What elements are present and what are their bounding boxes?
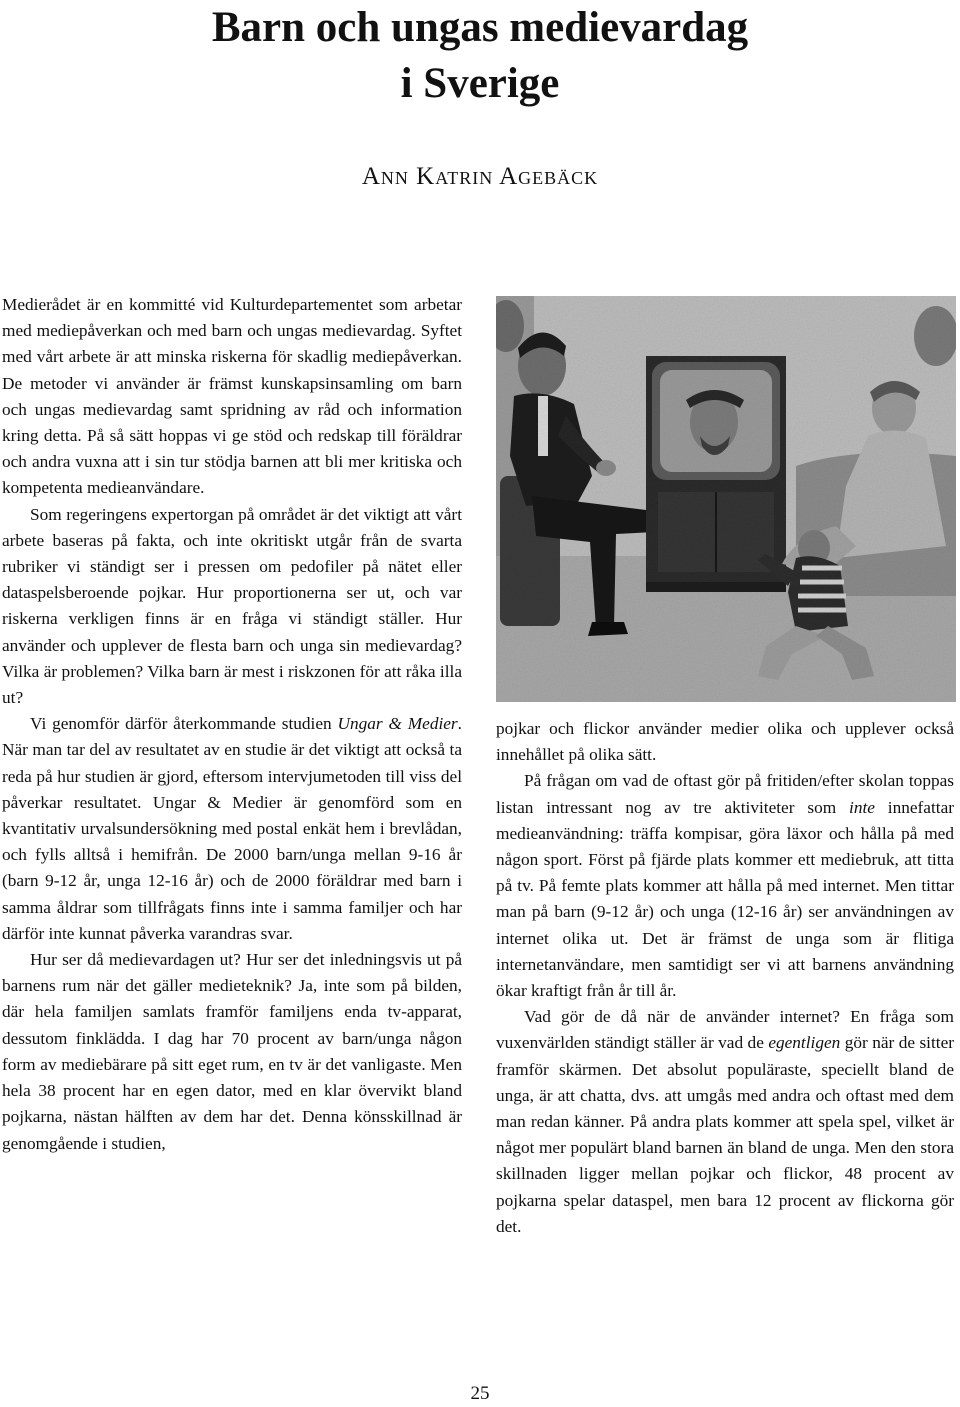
egentligen-emphasis: egentligen [768,1033,841,1053]
inte-emphasis: inte [849,797,875,817]
left-paragraph-3-text-b: . När man tar del av resultatet av en studie är det viktigt att också ta reda på hur studien är gjord, eftersom intervjumetoden till viss del påverkar resultatet. Ungar & Medier är genomförd som en kvantitativ urvalsundersökning med postal enkät hem i brevlådan, och fylls alltså i hemifrån. De 2000 barn/unga mellan 9-16 år (barn 9-12 år, unga 12-16 år) och de 2000 föräldrar med barn i samma åldrar som tillfrågats finns inte i samma familjer och har därför inte kunnat påverka varandras svar. [2,714,462,943]
title-line-1: Barn och ungas medievardag [211,4,749,51]
photo-illustration [496,296,956,702]
left-paragraph-2: Som regeringens expertorgan på området är det viktigt att vårt arbete baseras på fakta, och inte okritiskt utgår från de svarta rubriker vi ständigt ser i pressen om pedofiler på nätet eller dataspelsberoende pojkar. Hur proportionerna ser ut, och var riskerna verkligen finns är en fråga vi ständigt ställer. Hur använder och upplever de flesta barn och unga sin medievardag? Vilka är problemen? Vilka barn är mest i riskzonen för att råka illa ut? [2,504,462,708]
left-column [2,292,462,1157]
right-paragraph-3-text-a: Vad gör de då när de använder internet? En fråga som vuxenvärlden ständigt ställer är vad de [496,1007,954,1053]
title-line-2: i Sverige [400,60,560,107]
family-tv-photo [496,296,956,702]
left-paragraph-3-text-a: Vi genomför därför återkommande studien [30,714,338,734]
left-paragraph-1: Medierådet är en kommitté vid Kulturdepartementet som arbetar med mediepåverkan och med barn och ungas medievardag. Syftet med vårt arbete är att minska riskerna för skadlig mediepåverkan. De metoder vi använder är främst kunskapsinsamling om barn och ungas medievardag samt spridning av råd och information kring detta. På så sätt hoppas vi ge stöd och redskap till föräldrar och andra vuxna att i sin tur stödja barnen att bli mer kritiska och kompetenta medieanvändare. [2,295,462,498]
left-paragraph-3 [2,711,462,947]
right-column [496,716,954,1240]
right-paragraph-3-text-b: gör när de sitter framför skärmen. Det absolut populäraste, speciellt bland de unga, är att chatta, dvs. att umgås med andra och oftast med dem man redan känner. På andra plats kommer att spela spel, vilket är något mer populärt bland barnen än bland de unga. Men den stora skillnaden ligger mellan pojkar och flickor, 48 procent av pojkarna spelar dataspel, men bara 12 procent av flickorna gör det. [496,1033,955,1236]
right-paragraph-1: pojkar och flickor använder medier olika och upplever också innehållet på olika sätt. [496,719,954,765]
page-number: 25 [470,1383,490,1404]
left-paragraph-4: Hur ser då medievardagen ut? Hur ser det inledningsvis ut på barnens rum när det gäller medieteknik? Ja, inte som på bilden, där hela familjen samlats framför familjens enda tv-apparat, dessutom finklädda. I dag har 70 procent av barn/unga någon form av mediebärare på sitt eget rum, en tv är det vanligaste. Men hela 38 procent har en egen dator, med en klar övervikt bland pojkarna, nästan hälften av dem har det. Denna könsskillnad är genomgående i studien, [2,950,462,1153]
article-title [0,0,960,112]
right-paragraph-2-text-a: På frågan om vad de oftast gör på fritiden/efter skolan toppas listan intressant nog av tre aktiviteter som [496,771,954,817]
study-title-emphasis: Ungar & Medier [337,714,458,734]
author-name: Ann Katrin Agebäck [361,163,599,190]
right-paragraph-3 [496,1004,954,1240]
right-paragraph-2 [496,768,954,1004]
right-paragraph-2-text-b: innefattar medieanvändning: träffa kompisar, göra läxor och hålla på med någon sport. Först på fjärde plats kommer ett mediebruk, att titta på tv. På femte plats kommer att hålla på med internet. Men tittar man på barn (9-12 år) och unga (12-16 år) ser användningen av internet olika ut. Det är främst de unga som är flitiga internetanvändare, men samtidigt ser vi att barnens användning ökar kraftigt från år till år. [496,797,955,1001]
